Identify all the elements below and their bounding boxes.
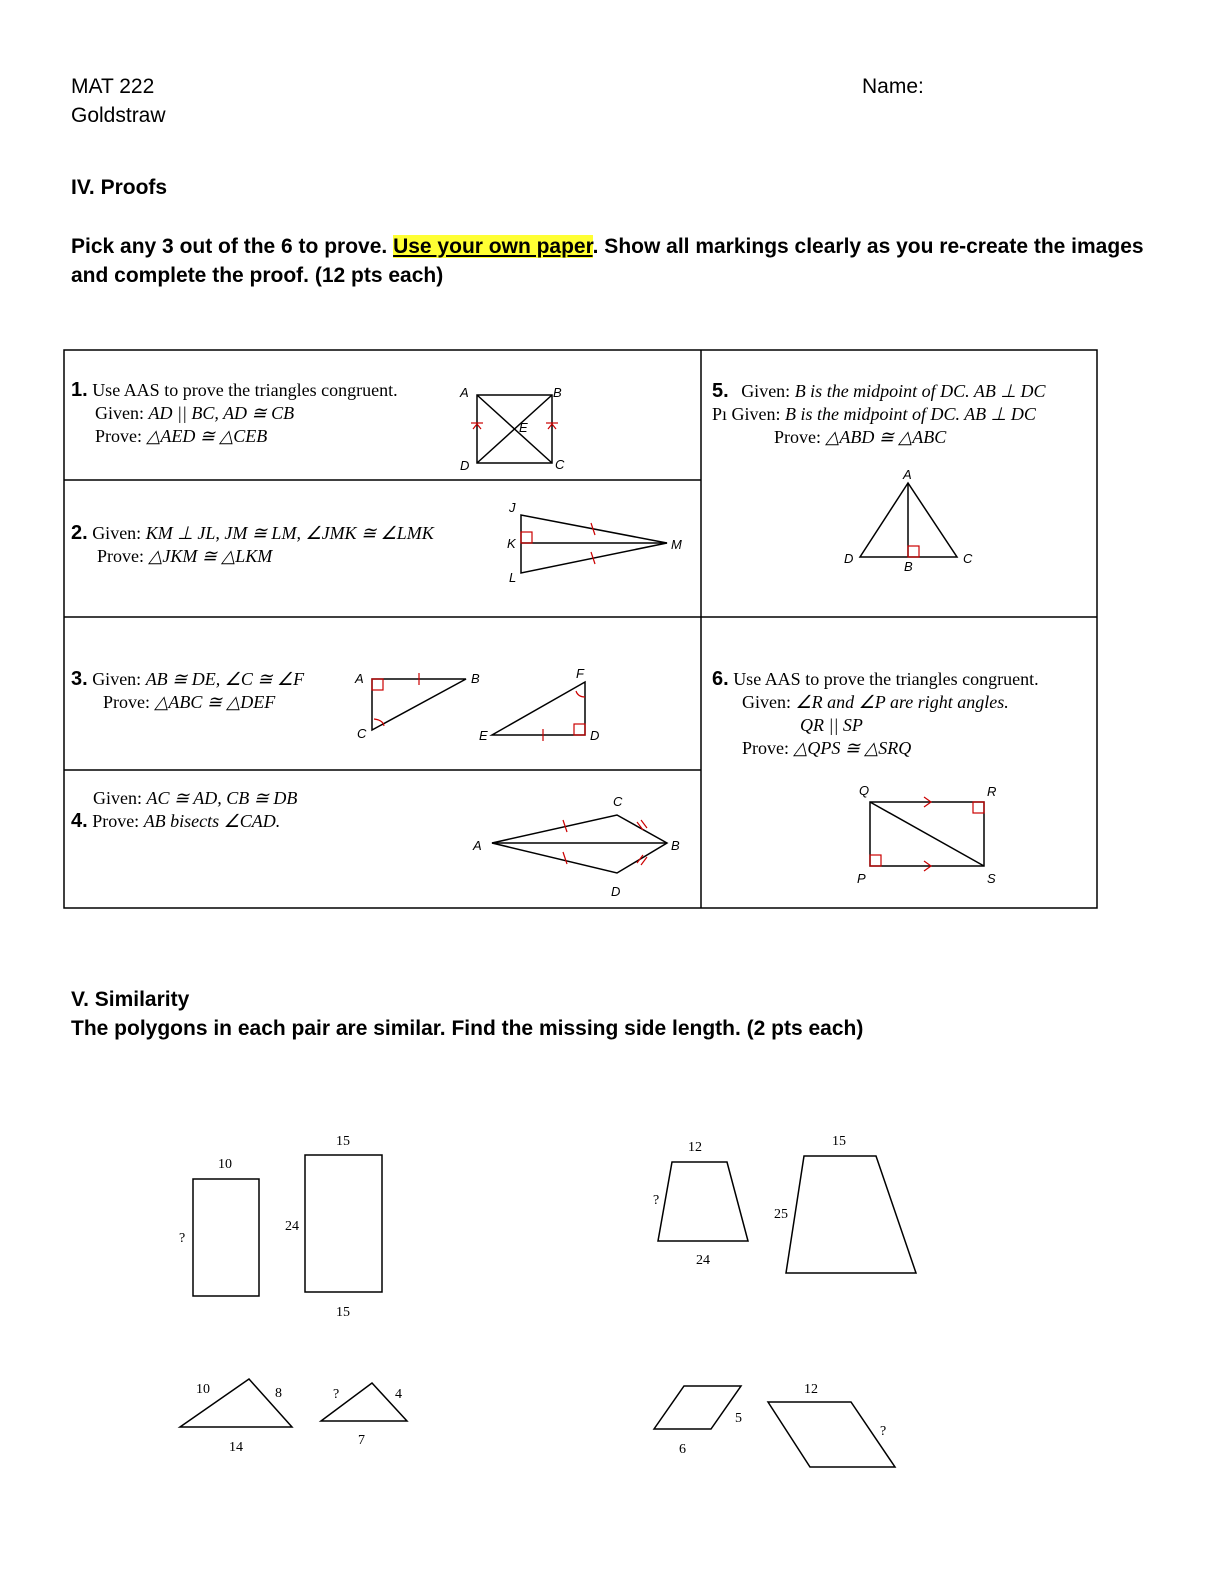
label-S: S — [987, 871, 996, 886]
tri-a-bottom-label: 14 — [229, 1440, 243, 1455]
label-B: B — [471, 671, 480, 686]
rect-big-bottom-label: 15 — [336, 1305, 350, 1320]
problem-2-number: 2. — [71, 522, 88, 544]
label-D: D — [590, 728, 600, 743]
parallelogram-a — [654, 1386, 741, 1429]
given-label: Given: — [92, 669, 142, 689]
para-b-right-label: ? — [880, 1424, 887, 1439]
trap-small-bottom-label: 24 — [696, 1253, 710, 1268]
label-A: A — [355, 671, 364, 686]
given-label: Given: — [741, 381, 791, 401]
label-C: C — [555, 457, 565, 472]
label-P: P — [857, 871, 866, 886]
given-label-dup: Given: — [731, 404, 781, 424]
label-Q: Q — [859, 783, 870, 798]
para-a-bottom-label: 6 — [679, 1442, 686, 1457]
prove-label: Prove: — [742, 738, 789, 758]
tri-b-right-label: 4 — [395, 1387, 402, 1402]
section-5-title: V. Similarity — [71, 988, 190, 1011]
tri-b-left-label: ? — [333, 1387, 340, 1402]
trap-small-left-label: ? — [653, 1193, 660, 1208]
label-D: D — [611, 884, 621, 899]
problem-2-prove: △JKM ≅ △LKM — [148, 546, 273, 566]
label-E: E — [479, 728, 488, 743]
tri-b-bottom-label: 7 — [358, 1433, 365, 1448]
label-A: A — [460, 385, 469, 400]
given-label: Given: — [742, 692, 791, 712]
problem-2-given: KM ⊥ JL, JM ≅ LM, ∠JMK ≅ ∠LMK — [145, 523, 434, 543]
given-label: Given: — [95, 403, 144, 423]
problem-1-number: 1. — [71, 379, 88, 401]
name-label: Name: — [862, 75, 924, 98]
tri-a-left-label: 10 — [196, 1382, 210, 1397]
prove-label: Prove: — [103, 692, 150, 712]
parallelogram-b — [768, 1402, 895, 1467]
label-C: C — [963, 551, 973, 566]
rect-big — [305, 1155, 382, 1292]
prove-label: Prove: — [97, 546, 144, 566]
prove-label: Prove: — [92, 811, 140, 831]
prove-label: Prove: — [774, 427, 821, 447]
trap-big-top-label: 15 — [832, 1134, 846, 1149]
para-a-right-label: 5 — [735, 1411, 742, 1426]
label-C: C — [613, 794, 623, 809]
label-F: F — [576, 666, 584, 681]
rect-big-left-label: 24 — [285, 1219, 299, 1234]
label-A: A — [903, 467, 912, 482]
trapezoid-small — [658, 1162, 748, 1241]
label-M: M — [671, 537, 682, 552]
prove-label: Prove: — [95, 426, 142, 446]
problem-5-number: 5. — [712, 380, 729, 402]
section-5-instructions: The polygons in each pair are similar. Find the missing side length. (2 pts each) — [71, 1017, 864, 1040]
rect-small-top-label: 10 — [218, 1157, 232, 1172]
given-label: Given: — [92, 523, 142, 543]
problem-5-artifact: Pı — [712, 404, 728, 424]
given-label: Given: — [93, 788, 142, 808]
problem-6-number: 6. — [712, 668, 729, 690]
label-L: L — [509, 570, 517, 585]
label-A: A — [473, 838, 482, 853]
label-B: B — [553, 385, 562, 400]
rect-small — [193, 1179, 259, 1296]
label-C: C — [357, 726, 367, 741]
problem-1-instruction: Use AAS to prove the triangles congruent. — [92, 380, 398, 400]
problem-6-given-2: QR || SP — [800, 715, 863, 735]
problem-5-given: B is the midpoint of DC. AB ⊥ DC — [794, 381, 1046, 401]
problem-4-number: 4. — [71, 810, 88, 832]
trap-small-top-label: 12 — [688, 1140, 702, 1155]
instr-part-b: . Show all markings clearly as you re-create the images and complete the proof. (12 pts each) — [71, 235, 1144, 287]
problem-6-prove: △QPS ≅ △SRQ — [793, 738, 912, 758]
problem-6-given: ∠R and ∠P are right angles. — [795, 692, 1009, 712]
problem-5-given-dup: B is the midpoint of DC. AB ⊥ DC — [785, 404, 1036, 424]
label-K: K — [507, 536, 516, 551]
label-E: E — [519, 420, 528, 435]
label-B: B — [904, 559, 913, 574]
course-code: MAT 222 — [71, 75, 155, 98]
rect-big-top-label: 15 — [336, 1134, 350, 1149]
label-B: B — [671, 838, 680, 853]
instr-highlight: Use your own paper — [393, 235, 593, 258]
instructor-name: Goldstraw — [71, 104, 166, 127]
rect-small-left-label: ? — [179, 1231, 186, 1246]
label-D: D — [460, 458, 470, 473]
tri-a-right-label: 8 — [275, 1386, 282, 1401]
label-D: D — [844, 551, 854, 566]
problem-5-prove: △ABD ≅ △ABC — [825, 427, 947, 447]
section-4-title: IV. Proofs — [71, 176, 168, 199]
trapezoid-big — [786, 1156, 916, 1273]
problem-4-prove: AB bisects ∠CAD. — [143, 811, 281, 831]
trap-big-left-label: 25 — [774, 1207, 788, 1222]
label-R: R — [987, 784, 997, 799]
problem-6-instruction: Use AAS to prove the triangles congruent. — [733, 669, 1039, 689]
label-J: J — [509, 500, 516, 515]
problem-3-prove: △ABC ≅ △DEF — [154, 692, 276, 712]
para-b-top-label: 12 — [804, 1382, 818, 1397]
problem-3-number: 3. — [71, 668, 88, 690]
problem-4-given: AC ≅ AD, CB ≅ DB — [146, 788, 298, 808]
problem-3-given: AB ≅ DE, ∠C ≅ ∠F — [145, 669, 305, 689]
problem-1-prove: △AED ≅ △CEB — [146, 426, 268, 446]
instr-part-a: Pick any 3 out of the 6 to prove. — [71, 235, 388, 258]
problem-1-given: AD || BC, AD ≅ CB — [148, 403, 295, 423]
